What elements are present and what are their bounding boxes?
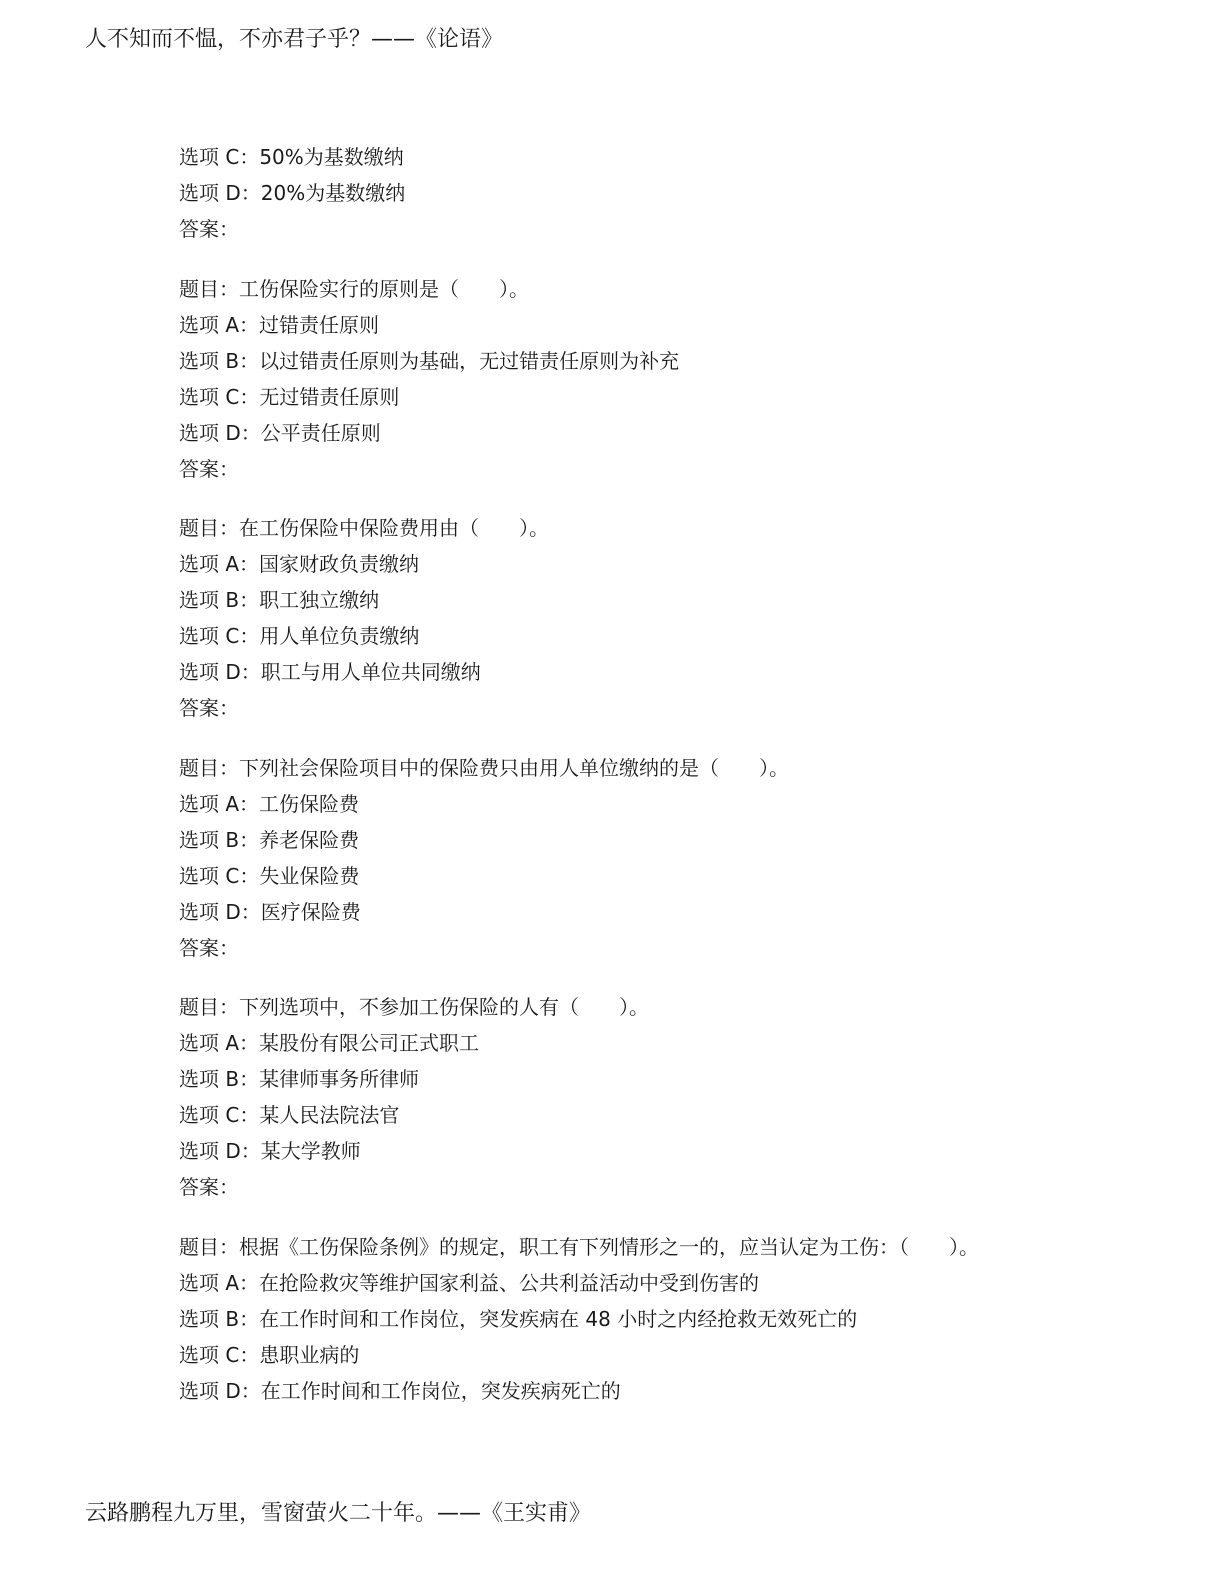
option-d: 选项 D：公平责任原则 [179, 420, 381, 445]
question-block [179, 750, 1179, 966]
question-block-continued [179, 139, 1179, 247]
question-block [179, 1229, 1179, 1409]
option-a: 选项 A：某股份有限公司正式职工 [179, 1031, 480, 1055]
option-c: 选项 C：50%为基数缴纳 [179, 145, 404, 169]
option-a: 选项 A：国家财政负责缴纳 [179, 552, 420, 576]
option-d: 选项 D：20%为基数缴纳 [179, 181, 406, 205]
answer-label: 答案： [179, 456, 239, 481]
answer-label: 答案： [179, 935, 239, 960]
option-c: 选项 C：患职业病的 [179, 1342, 360, 1367]
answer-label: 答案： [179, 696, 239, 720]
option-d: 选项 D：职工与用人单位共同缴纳 [179, 660, 481, 684]
question-title: 题目：根据《工伤保险条例》的规定，职工有下列情形之一的，应当认定为工伤：（ ）。 [179, 1234, 979, 1259]
option-d: 选项 D：医疗保险费 [179, 899, 361, 924]
question-title: 题目：工伤保险实行的原则是（ ）。 [179, 276, 529, 301]
option-b: 选项 B：职工独立缴纳 [179, 588, 380, 612]
option-a: 选项 A：过错责任原则 [179, 312, 380, 337]
option-c: 选项 C：失业保险费 [179, 863, 360, 888]
footer-quote: 云路鹏程九万里，雪窗萤火二十年。——《王实甫》 [85, 1501, 592, 1526]
option-c: 选项 C：某人民法院法官 [179, 1103, 400, 1127]
question-block [179, 510, 1179, 726]
header-quote: 人不知而不愠，不亦君子乎？——《论语》 [85, 27, 504, 52]
option-b: 选项 B：以过错责任原则为基础，无过错责任原则为补充 [179, 348, 680, 373]
option-a: 选项 A：工伤保险费 [179, 791, 360, 816]
question-title: 题目：下列选项中，不参加工伤保险的人有（ ）。 [179, 995, 649, 1019]
question-title: 题目：在工伤保险中保险费用由（ ）。 [179, 516, 549, 540]
question-title: 题目：下列社会保险项目中的保险费只由用人单位缴纳的是（ ）。 [179, 755, 789, 780]
answer-label: 答案： [179, 217, 239, 241]
option-b: 选项 B：养老保险费 [179, 827, 360, 852]
answer-label: 答案： [179, 1175, 239, 1199]
option-d: 选项 D：在工作时间和工作岗位，突发疾病死亡的 [179, 1378, 621, 1403]
question-block [179, 271, 1179, 487]
option-c: 选项 C：用人单位负责缴纳 [179, 624, 420, 648]
option-b: 选项 B：在工作时间和工作岗位，突发疾病在 48 小时之内经抢救无效死亡的 [179, 1306, 858, 1331]
option-a: 选项 A：在抢险救灾等维护国家利益、公共利益活动中受到伤害的 [179, 1270, 760, 1295]
option-d: 选项 D：某大学教师 [179, 1139, 361, 1163]
question-block [179, 989, 1179, 1205]
option-b: 选项 B：某律师事务所律师 [179, 1067, 420, 1091]
option-c: 选项 C：无过错责任原则 [179, 384, 400, 409]
question-list [179, 139, 1179, 1409]
